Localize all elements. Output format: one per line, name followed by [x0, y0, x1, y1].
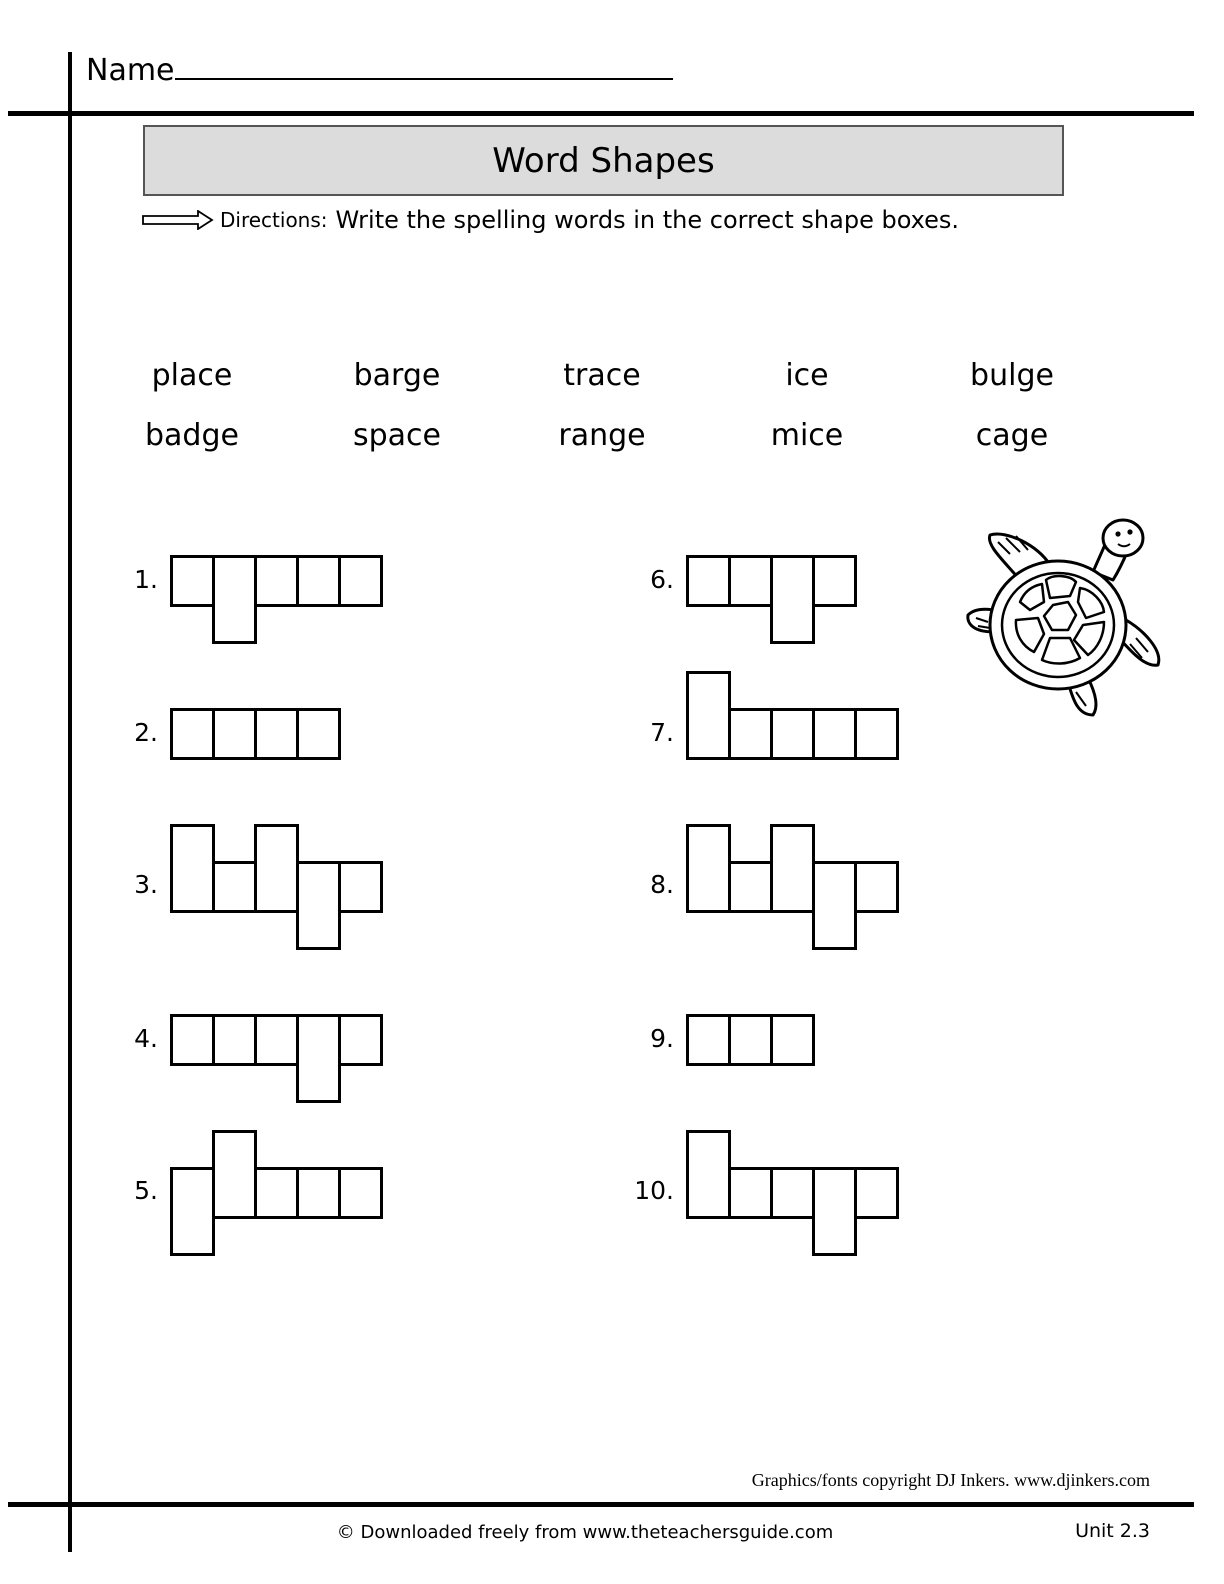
letter-box-short[interactable]	[170, 708, 215, 760]
word-bank-word: bulge	[970, 358, 1054, 393]
letter-box-short[interactable]	[812, 708, 857, 760]
word-shape	[686, 671, 899, 807]
letter-box-tall[interactable]	[686, 824, 731, 913]
letter-box-descender[interactable]	[296, 1014, 341, 1103]
word-shape	[170, 1130, 383, 1266]
letter-box-short[interactable]	[296, 555, 341, 607]
item-number: 2.	[134, 718, 158, 747]
word-bank-word: cage	[975, 418, 1049, 453]
letter-box-short[interactable]	[296, 708, 341, 760]
letter-box-short[interactable]	[296, 1167, 341, 1219]
item-number: 8.	[650, 870, 674, 899]
word-bank-word: barge	[353, 358, 441, 393]
margin-line	[68, 52, 72, 1552]
item-number: 7.	[650, 718, 674, 747]
letter-box-short[interactable]	[338, 1014, 383, 1066]
letter-box-short[interactable]	[212, 708, 257, 760]
letter-box-short[interactable]	[338, 861, 383, 913]
word-bank-word: mice	[770, 418, 844, 453]
item-number: 1.	[134, 565, 158, 594]
name-field[interactable]	[175, 52, 673, 80]
sea-turtle-icon	[958, 510, 1168, 725]
letter-box-short[interactable]	[728, 861, 773, 913]
word-bank-word: space	[352, 418, 441, 453]
letter-box-tall[interactable]	[212, 1130, 257, 1219]
letter-box-short[interactable]	[812, 555, 857, 607]
word-bank-word: trace	[563, 358, 641, 393]
directions	[142, 206, 959, 234]
header-rule	[8, 111, 1194, 116]
letter-box-short[interactable]	[770, 1014, 815, 1066]
letter-box-short[interactable]	[686, 555, 731, 607]
letter-box-tall[interactable]	[170, 824, 215, 913]
letter-box-short[interactable]	[254, 1014, 299, 1066]
letter-box-tall[interactable]	[770, 824, 815, 913]
letter-box-descender[interactable]	[812, 861, 857, 950]
letter-box-short[interactable]	[728, 1014, 773, 1066]
word-bank-word: range	[558, 418, 646, 453]
word-shape	[686, 824, 899, 960]
letter-box-short[interactable]	[254, 708, 299, 760]
letter-box-descender[interactable]	[296, 861, 341, 950]
letter-box-tall[interactable]	[686, 671, 731, 760]
unit-label: Unit 2.3	[1075, 1520, 1150, 1542]
directions-label: Directions:	[220, 208, 328, 232]
letter-box-short[interactable]	[854, 1167, 899, 1219]
letter-box-short[interactable]	[338, 1167, 383, 1219]
letter-box-short[interactable]	[770, 1167, 815, 1219]
letter-box-short[interactable]	[338, 555, 383, 607]
word-shape	[686, 1130, 899, 1266]
word-shape	[170, 824, 383, 960]
name-label: Name	[86, 53, 175, 88]
letter-box-descender[interactable]	[212, 555, 257, 644]
word-bank-word: place	[151, 358, 233, 393]
letter-box-short[interactable]	[854, 861, 899, 913]
word-bank-word: ice	[785, 358, 829, 393]
item-number: 9.	[650, 1024, 674, 1053]
word-shape	[170, 1014, 383, 1113]
letter-box-short[interactable]	[254, 1167, 299, 1219]
arrow-icon	[142, 210, 214, 230]
letter-box-tall[interactable]	[254, 824, 299, 913]
word-bank-word: badge	[145, 418, 239, 453]
page-title: Word Shapes	[492, 140, 715, 181]
letter-box-short[interactable]	[854, 708, 899, 760]
letter-box-short[interactable]	[770, 708, 815, 760]
directions-text: Write the spelling words in the correct shape boxes.	[335, 206, 960, 234]
copyright-credit: Graphics/fonts copyright DJ Inkers. www.djinkers.com	[751, 1470, 1150, 1490]
letter-box-descender[interactable]	[770, 555, 815, 644]
letter-box-short[interactable]	[170, 555, 215, 607]
item-number: 3.	[134, 870, 158, 899]
letter-box-tall[interactable]	[686, 1130, 731, 1219]
letter-box-short[interactable]	[728, 708, 773, 760]
letter-box-short[interactable]	[728, 555, 773, 607]
letter-box-short[interactable]	[170, 1014, 215, 1066]
letter-box-descender[interactable]	[170, 1167, 215, 1256]
title-banner	[143, 125, 1064, 196]
letter-box-short[interactable]	[254, 555, 299, 607]
name-row	[86, 52, 673, 88]
letter-box-descender[interactable]	[812, 1167, 857, 1256]
download-notice: © Downloaded freely from www.theteachersguide.com	[336, 1522, 834, 1543]
letter-box-short[interactable]	[686, 1014, 731, 1066]
item-number: 10.	[634, 1176, 674, 1205]
item-number: 6.	[650, 565, 674, 594]
item-number: 4.	[134, 1024, 158, 1053]
letter-box-short[interactable]	[728, 1167, 773, 1219]
word-shape	[170, 708, 341, 807]
word-shape	[686, 1014, 815, 1113]
word-shape	[686, 555, 857, 654]
item-number: 5.	[134, 1176, 158, 1205]
footer-rule	[8, 1502, 1194, 1507]
letter-box-short[interactable]	[212, 1014, 257, 1066]
word-shape	[170, 555, 383, 654]
letter-box-short[interactable]	[212, 861, 257, 913]
